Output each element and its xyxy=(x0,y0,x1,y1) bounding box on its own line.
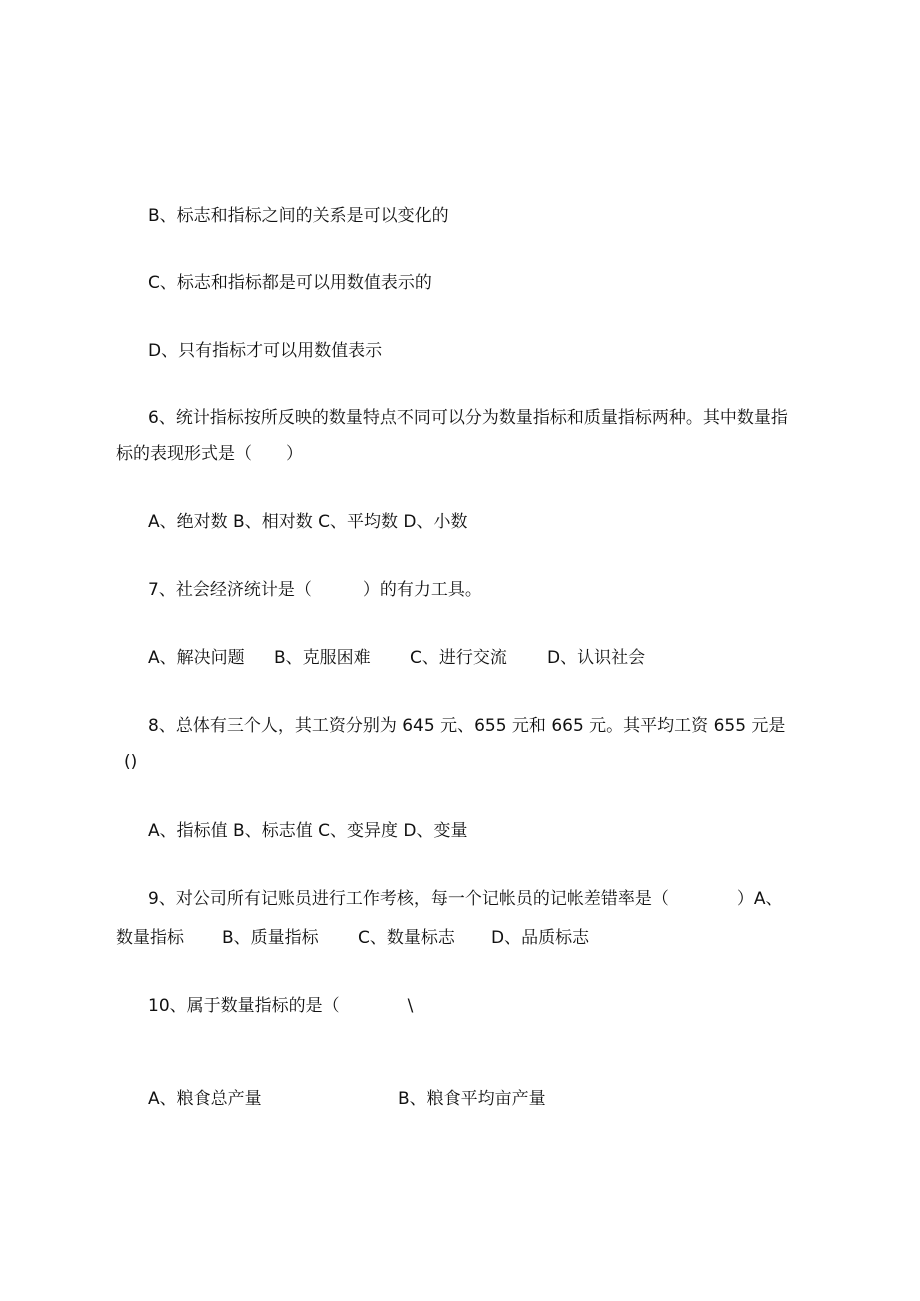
question-8-options: A、指标值 B、标志值 C、变异度 D、变量 xyxy=(148,821,468,841)
question-8-line-2: () xyxy=(124,752,138,772)
option-b-text: B、标志和指标之间的关系是可以变化的 xyxy=(148,206,449,226)
question-7: 7、社会经济统计是（ ）的有力工具。 xyxy=(148,580,482,600)
question-7-option-b: B、克服困难 xyxy=(274,648,371,668)
question-10-option-b: B、粮食平均亩产量 xyxy=(398,1089,546,1109)
option-c-text: C、标志和指标都是可以用数值表示的 xyxy=(148,273,432,293)
question-6-line-1: 6、统计指标按所反映的数量特点不同可以分为数量指标和质量指标两种。其中数量指 xyxy=(148,408,788,428)
question-9-option-a: 数量指标 xyxy=(116,928,184,948)
question-9-option-d: D、品质标志 xyxy=(491,928,590,948)
question-9-option-b: B、质量指标 xyxy=(222,928,319,948)
question-6-line-2: 标的表现形式是（ ） xyxy=(116,444,303,464)
question-7-option-d: D、认识社会 xyxy=(547,648,646,668)
question-8-line-1: 8、总体有三个人，其工资分别为 645 元、655 元和 665 元。其平均工资 655 元是 xyxy=(148,716,786,736)
option-d-text: D、只有指标才可以用数值表示 xyxy=(148,341,383,361)
question-9-option-c: C、数量标志 xyxy=(358,928,455,948)
question-7-option-a: A、解决问题 xyxy=(148,648,245,668)
question-6-options: A、绝对数 B、相对数 C、平均数 D、小数 xyxy=(148,512,468,532)
question-7-option-c: C、进行交流 xyxy=(410,648,507,668)
question-9-line-1: 9、对公司所有记账员进行工作考核，每一个记帐员的记帐差错率是（ ）A、 xyxy=(148,889,783,909)
question-10: 10、属于数量指标的是（ \ xyxy=(148,996,414,1016)
question-10-option-a: A、粮食总产量 xyxy=(148,1089,262,1109)
